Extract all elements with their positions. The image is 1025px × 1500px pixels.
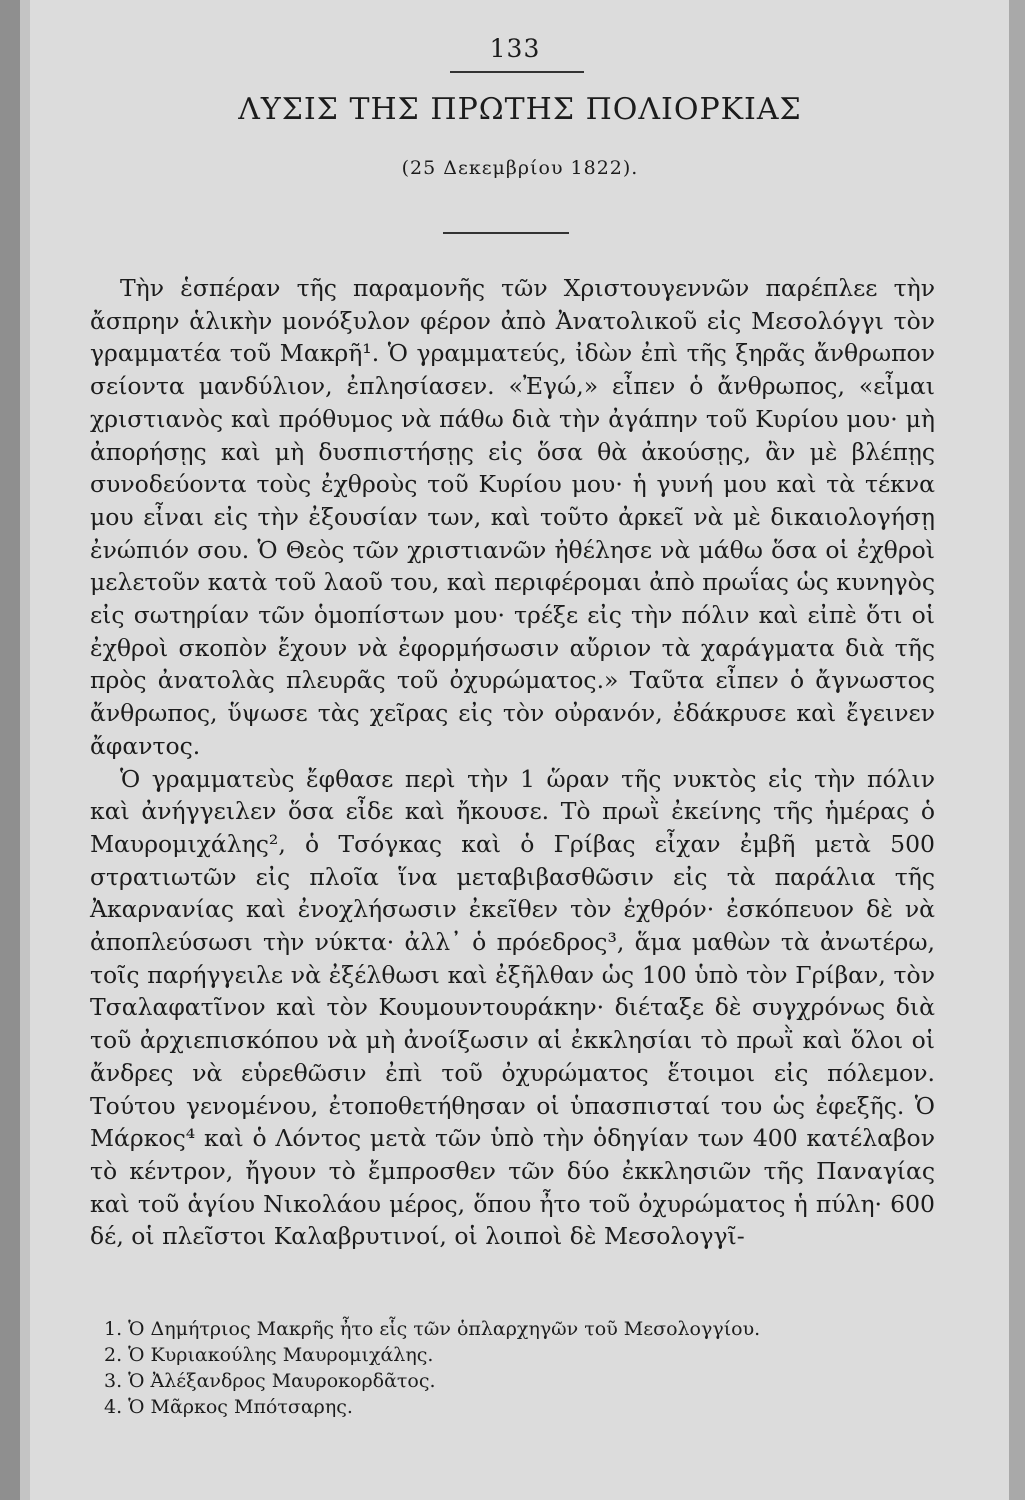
- chapter-date: (25 Δεκεμβρίου 1822).: [401, 157, 639, 179]
- footnote: 3. Ὁ Ἀλέξανδρος Μαυροκορδᾶτος.: [104, 1370, 436, 1392]
- footnote: 1. Ὁ Δημήτριος Μακρῆς ἦτο εἷς τῶν ὁπλαρχηγῶν τοῦ Μεσολογγίου.: [104, 1318, 761, 1340]
- page-shadow: [20, 0, 30, 1500]
- page-number-rule: [450, 71, 584, 73]
- main-text: [90, 272, 935, 1253]
- paragraph: Ὁ γραμματεὺς ἔφθασε περὶ τὴν 1 ὥραν τῆς νυκτὸς εἰς τὴν πόλιν καὶ ἀνήγγειλεν ὅσα εἶδε καὶ ἤκουσε. Τὸ πρωῒ ἐκείνης τῆς ἡμέρας ὁ Μαυρομιχάλης², ὁ Τσόγκας καὶ ὁ Γρίβας εἶχαν ἐμβῆ μετὰ 500 στρατιωτῶν εἰς πλοῖα ἵνα μεταβιβασθῶσιν εἰς τὰ παράλια τῆς Ἀκαρνανίας καὶ ἐνοχλήσωσιν ἐκεῖθεν τὸν ἐχθρόν· ἐσκόπευον δὲ νὰ ἀποπλεύσωσι τὴν νύκτα· ἀλλ᾽ ὁ πρόεδρος³, ἅμα μαθὼν τὰ ἀνωτέρω, τοῖς παρήγγειλε νὰ ἐξέλθωσι καὶ ἐξῆλθαν ὡς 100 ὑπὸ τὸν Γρίβαν, τὸν Τσαλαφατῖνον καὶ τὸν Κουμουντουράκην· διέταξε δὲ συγχρόνως διὰ τοῦ ἀρχιεπισκόπου νὰ μὴ ἀνοίξωσιν αἱ ἐκκλησίαι τὸ πρωῒ καὶ ὅλοι οἱ ἄνδρες νὰ εὑρεθῶσιν ἐπὶ τοῦ ὀχυρώματος ἕτοιμοι εἰς πόλεμον. Τούτου γενομένου, ἐτοποθετήθησαν οἱ ὑπασπισταί του ὡς ἐφεξῆς. Ὁ Μάρκος⁴ καὶ ὁ Λόντος μετὰ τῶν ὑπὸ τὴν ὁδηγίαν των 400 κατέλαβον τὸ κέντρον, ἤγουν τὸ ἔμπροσθεν τῶν δύο ἐκκλησιῶν τῆς Παναγίας καὶ τοῦ ἁγίου Νικολάου μέρος, ὅπου ἦτο τοῦ ὀχυρώματος ἡ πύλη· 600 δέ, οἱ πλεῖστοι Καλαβρυτινοί, οἱ λοιποὶ δὲ Μεσολογγῖ-: [90, 764, 935, 1251]
- paragraph: Τὴν ἑσπέραν τῆς παραμονῆς τῶν Χριστουγεννῶν παρέπλεε τὴν ἄσπρην ἁλικὴν μονόξυλον φέρον ἀπὸ Ἀνατολικοῦ εἰς Μεσολόγγι τὸν γραμματέα τοῦ Μακρῆ¹. Ὁ γραμματεύς, ἰδὼν ἐπὶ τῆς ξηρᾶς ἄνθρωπον σείοντα μανδύλιον, ἐπλησίασεν. «Ἐγώ,» εἶπεν ὁ ἄνθρωπος, «εἶμαι χριστιανὸς καὶ πρόθυμος νὰ πάθω διὰ τὴν ἀγάπην τοῦ Κυρίου μου· μὴ ἀπορήσῃς καὶ μὴ δυσπιστήσῃς εἰς ὅσα θὰ ἀκούσῃς, ἂν μὲ βλέπῃς συνοδεύοντα τοὺς ἐχθροὺς τοῦ Κυρίου μου· ἡ γυνή μου καὶ τὰ τέκνα μου εἶναι εἰς τὴν ἐξουσίαν των, καὶ τοῦτο ἀρκεῖ νὰ μὲ δικαιολογήσῃ ἐνώπιόν σου. Ὁ Θεὸς τῶν χριστιανῶν ἠθέλησε νὰ μάθω ὅσα οἱ ἐχθροὶ μελετοῦν κατὰ τοῦ λαοῦ του, καὶ περιφέρομαι ἀπὸ πρωΐας ὡς κυνηγὸς εἰς σωτηρίαν τῶν ὁμοπίστων μου· τρέξε εἰς τὴν πόλιν καὶ εἰπὲ ὅτι οἱ ἐχθροὶ σκοπὸν ἔχουν νὰ ἐφορμήσωσιν αὔριον τὰ χαράγματα διὰ τῆς πρὸς ἀνατολὰς πλευρᾶς τοῦ ὀχυρώματος.» Ταῦτα εἶπεν ὁ ἄγνωστος ἄνθρωπος, ὕψωσε τὰς χεῖρας εἰς τὸν οὐρανόν, ἐδάκρυσε καὶ ἔγεινεν ἄφαντος.: [90, 274, 935, 760]
- book-spine-edge: [0, 0, 20, 1500]
- chapter-title: ΛΥΣΙΣ ΤΗΣ ΠΡΩΤΗΣ ΠΟΛΙΟΡΚΙΑΣ: [238, 92, 802, 127]
- book-page: [30, 0, 1009, 1500]
- footnote: 4. Ὁ Μᾶρκος Μπότσαρης.: [104, 1396, 353, 1418]
- page-right-edge: [1009, 0, 1025, 1500]
- title-divider: [443, 232, 569, 234]
- footnotes: [104, 1316, 934, 1420]
- page-number: 133: [489, 34, 541, 63]
- footnote: 2. Ὁ Κυριακούλης Μαυρομιχάλης.: [104, 1344, 434, 1366]
